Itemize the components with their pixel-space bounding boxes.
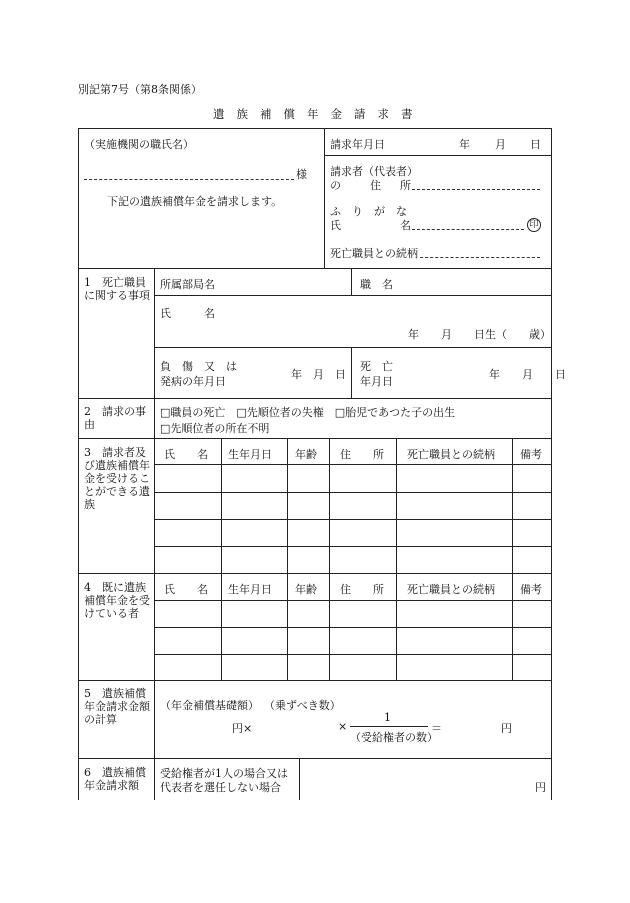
claimant-label: 請求者（代表者） — [330, 165, 418, 178]
sec6-label: 6 遺族補償年金請求額 — [84, 766, 146, 792]
form-title: 遺族補償年金請求書 — [213, 107, 425, 121]
sec1-dept-divider — [351, 268, 352, 295]
seal-mark-icon: 印 — [527, 218, 541, 232]
address-field[interactable] — [412, 189, 540, 190]
agency-label: （実施機関の職氏名） — [84, 138, 194, 151]
sec3-bottom — [78, 573, 552, 574]
agency-name-line[interactable] — [84, 179, 294, 180]
form-reference: 別記第7号（第8条関係） — [78, 83, 202, 96]
sec3-col-relation: 死亡職員との続柄 — [407, 448, 495, 461]
sec3-col-5 — [512, 438, 513, 573]
sec4-bottom — [78, 680, 552, 681]
request-statement: 下記の遺族補償年金を請求します。 — [107, 195, 283, 208]
request-date-label: 請求年月日 — [330, 138, 385, 151]
sec3-col-2 — [287, 438, 288, 573]
sec4-row-line-2 — [154, 654, 552, 655]
sec3-row-line-1 — [154, 492, 552, 493]
yen-times: 円× — [232, 722, 253, 735]
furigana-label: ふ り が な — [330, 205, 407, 218]
job-title-label: 職 名 — [360, 278, 393, 291]
sec6-divider — [299, 758, 300, 800]
sec1-line-1 — [154, 295, 552, 296]
date-year: 年 — [459, 138, 470, 151]
fraction-bar — [350, 726, 428, 727]
sec5-label: 5 遺族補償年金請求金額の計算 — [84, 687, 150, 726]
sec3-col-birth: 生年月日 — [228, 448, 272, 461]
name-label-shi: 氏 — [330, 219, 341, 232]
reason-options-2[interactable]: □先順位者の所在不明 — [160, 422, 270, 435]
sec3-col-remarks: 備考 — [520, 448, 542, 461]
equals-sign: ＝ — [431, 722, 442, 735]
relation-label: 死亡職員との続柄 — [330, 247, 418, 260]
multiplier-label: （乗ずべき数） — [264, 699, 341, 712]
times-sign: × — [338, 720, 348, 733]
sec2-bottom — [78, 438, 552, 439]
name-field[interactable] — [412, 229, 524, 230]
sec3-col-age: 年齢 — [295, 448, 317, 461]
sec4-col-birth: 生年月日 — [228, 583, 272, 596]
death-label-2: 年月日 — [360, 375, 393, 388]
deceased-name-label: 氏 名 — [160, 307, 215, 320]
injury-date: 年 月 日 — [291, 368, 346, 381]
sec3-col-4 — [396, 438, 397, 573]
sec3-row-line-2 — [154, 519, 552, 520]
address-label-no: の — [330, 179, 341, 192]
sec4-header-line — [154, 600, 552, 601]
sec4-col-name: 氏 名 — [164, 583, 208, 596]
sec1-bottom — [78, 398, 552, 399]
birth-date-label: 年 月 日生（ 歳） — [408, 328, 551, 341]
sec4-col-remarks: 備考 — [520, 583, 542, 596]
address-label-ju: 住 — [370, 179, 381, 192]
sec5-bottom — [78, 758, 552, 759]
name-label-mei: 名 — [400, 219, 411, 232]
dept-label: 所属部局名 — [160, 278, 215, 291]
death-label-1: 死 亡 — [360, 360, 393, 373]
sec3-row-line-3 — [154, 546, 552, 547]
address-label-sho: 所 — [400, 179, 411, 192]
date-month: 月 — [495, 138, 506, 151]
date-day: 日 — [530, 138, 541, 151]
death-date: 年 月 日 — [489, 368, 566, 381]
sec1-label: 1 死亡職員に関する事項 — [84, 276, 150, 302]
frame-left — [78, 128, 79, 800]
sec3-header-line — [154, 464, 552, 465]
sec3-col-3 — [329, 438, 330, 573]
frame-top — [78, 128, 552, 129]
base-amount-label: （年金補償基礎額） — [160, 699, 259, 712]
relation-field[interactable] — [420, 257, 540, 258]
sec3-label: 3 請求者及び遺族補償年金を受けることができる遺族 — [84, 446, 150, 511]
sec6-yen: 円 — [535, 781, 546, 794]
sec6-case-2: 代表者を選任しない場合 — [160, 781, 281, 794]
top-divider — [324, 128, 325, 268]
top-section-bottom — [78, 268, 552, 269]
sec4-col-5 — [512, 573, 513, 680]
sec4-col-age: 年齢 — [295, 583, 317, 596]
sec4-col-1 — [221, 573, 222, 680]
sec4-col-2 — [287, 573, 288, 680]
injury-label-2: 発病の年月日 — [160, 375, 226, 388]
sec3-col-1 — [221, 438, 222, 573]
sec4-label: 4 既に遺族補償年金を受けている者 — [84, 581, 150, 620]
injury-label-1: 負 傷 又 は — [160, 360, 237, 373]
fraction-denominator: （受給権者の数） — [350, 731, 438, 744]
sec3-col-name: 氏 名 — [164, 448, 208, 461]
sec3-col-address: 住 所 — [340, 448, 384, 461]
sec6-case-1: 受給権者が1人の場合又は — [160, 767, 288, 780]
sec1-date-divider — [351, 347, 352, 398]
result-yen: 円 — [501, 722, 512, 735]
sec4-row-line-1 — [154, 627, 552, 628]
sec4-col-4 — [396, 573, 397, 680]
sec4-col-relation: 死亡職員との続柄 — [407, 583, 495, 596]
sec1-line-2 — [154, 347, 552, 348]
reason-options-1[interactable]: □職員の死亡 □先順位者の失権 □胎児であつた子の出生 — [160, 406, 456, 419]
sec4-col-3 — [329, 573, 330, 680]
sec4-col-address: 住 所 — [340, 583, 384, 596]
sec2-label: 2 請求の事由 — [84, 405, 146, 431]
date-row-line — [324, 155, 552, 156]
fraction-numerator: 1 — [384, 711, 391, 724]
sama-label: 様 — [296, 168, 307, 181]
